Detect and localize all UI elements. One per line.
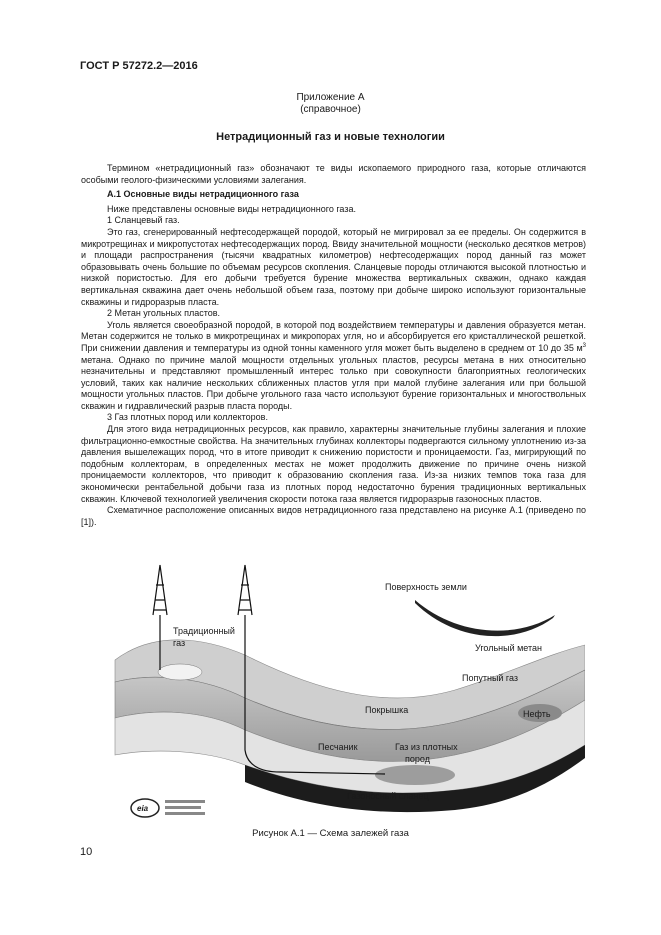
eia-logo: [131, 799, 205, 817]
item-paragraph: [81, 320, 586, 413]
item-paragraph: Для этого вида нетрадиционных ресурсов, как правило, характерны значительные глубины залегания и плохие фильтрационно-емкостные свойства. На значительных глубинах коллекторы подвергаются сильному уплотнению из-за давления вышележащих пород, что в итоге приводит к снижению пористости и проницаемости. Газ, мигрирующий по подобным коллекторам, в определенных местах не может продолжить движение по причине очень низкой проницаемости коллекторов, что приводит к образованию скопления газа. Из-за низких темпов тока газа для экономически рентабельной добычи газа из плотных пород недостаточно бурения традиционных вертикальных скважин. Ключевой технологией увеличения скорости потока газа является гидроразрыв газоносных пластов.: [81, 424, 586, 504]
section-heading: А.1 Основные виды нетрадиционного газа: [107, 189, 299, 200]
coal-seam: [415, 600, 555, 636]
label-oil: Нефть: [523, 709, 551, 719]
label-sandstone: Песчаник: [318, 742, 358, 752]
figure-caption: Рисунок А.1 — Схема залежей газа: [252, 828, 409, 839]
body-text: [81, 163, 586, 528]
page-number: 10: [80, 846, 93, 858]
appendix-note: (справочное): [300, 104, 361, 115]
traditional-gas-pocket: [158, 664, 202, 680]
label-traditional-gas-2: газ: [173, 638, 186, 648]
item-text-part: метана. Однако по причине малой мощности отдельных угольных пластов, ресурсы метана в них относительно незначительны и представляют промышленный интерес только при совокупности благоприятных геологических условий, таких как наличие нескольких сближенных пластов угля при малой глубине залегания или при большой мощности угольных пластов. При добыче угольного газа часто используют бурение горизонтальных и многоствольных скважин и гидравлический разрыв пласта породы.: [81, 354, 586, 411]
item-title: 3 Газ плотных пород или коллекторов.: [107, 412, 268, 423]
item-title: 1 Сланцевый газ.: [107, 215, 180, 226]
appendix-title: Приложение А: [296, 92, 365, 103]
item-paragraph: Это газ, сгенерированный нефтесодержащей породой, который не мигрировал за ее пределы. Он содержится в микротрещинах и микропустотах нефтесодержащих пород. Ввиду значительной мощности (несколько десятков метров) и площади распространения (тысячи квадратных километров) нефтесодержащих пород данный газ может образовывать очень большие по объемам ресурсов скопления. Сланцевые породы отличаются высокой плотностью и низкой пористостью. Для его добычи требуется бурение множества вертикальных скважин, однако каждая вертикальная скважина дает очень небольшой объем газа, поэтому при добыче широко используют горизонтальные скважины и гидроразрыв пласта.: [81, 226, 586, 307]
label-surface: Поверхность земли: [385, 582, 467, 592]
intro-paragraph: Термином «нетрадиционный газ» обозначают те виды ископаемого природного газа, которые отличаются особыми геолого-физическими условиями залегания.: [81, 163, 586, 185]
superscript: 3: [582, 342, 586, 349]
label-tight-gas-2: пород: [405, 754, 430, 764]
svg-text:eia: eia: [137, 804, 149, 813]
item-text-part: Уголь является своеобразной породой, в которой под воздействием температуры и давления образуется метан. Метан содержится не только в микротрещинах и микропорах угля, но и абсорбируется его кристаллической решеткой. При снижении давления и температуры из одной тонны каменного угля может быть выделено в среднем от 10 до 35 м: [81, 319, 586, 353]
label-traditional-gas: Традиционный: [173, 626, 235, 636]
closing-paragraph: Схематичное расположение описанных видов нетрадиционного газа представлено на рисунке А.1 (приведено по [1]).: [81, 505, 586, 527]
standard-number: ГОСТ Р 57272.2—2016: [80, 60, 198, 72]
label-tight-gas: Газ из плотных: [395, 742, 458, 752]
label-gas-shale: Газоносный сланец: [347, 791, 429, 801]
tight-gas-pocket: [375, 765, 455, 785]
gas-deposits-figure: [85, 560, 585, 825]
item-title: 2 Метан угольных пластов.: [107, 308, 221, 319]
list-intro: Ниже представлены основные виды нетрадиционного газа.: [107, 203, 356, 214]
page-title: Нетрадиционный газ и новые технологии: [216, 131, 445, 143]
label-associated-gas: Попутный газ: [462, 673, 519, 683]
label-coal-methane: Угольный метан: [475, 643, 543, 653]
label-seal: Покрышка: [365, 705, 409, 715]
